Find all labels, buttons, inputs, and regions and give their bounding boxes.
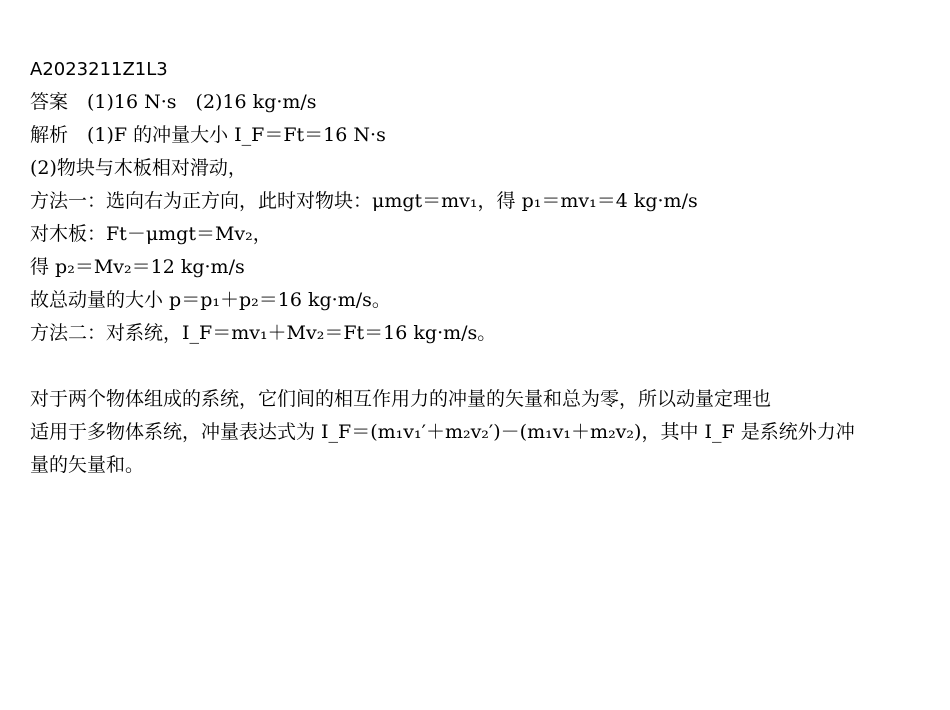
note-line-1: 对于两个物体组成的系统，它们间的相互作用力的冲量的矢量和总为零，所以动量定理也 [30, 388, 772, 410]
method-one-board-line: 对木板：Ft－μmgt＝Mv₂， [30, 223, 272, 245]
document-id: A2023211Z1L3 [30, 59, 168, 80]
note-paragraph [30, 383, 905, 482]
method-one-p2-line: 得 p₂＝Mv₂＝12 kg·m/s [30, 256, 245, 278]
method-one-total-line: 故总动量的大小 p＝p₁＋p₂＝16 kg·m/s。 [30, 289, 391, 311]
method-one-block-line: 方法一：选向右为正方向，此时对物块：μmgt＝mv₁，得 p₁＝mv₁＝4 kg·m/s [30, 190, 698, 212]
analysis-part1-line: 解析 (1)F 的冲量大小 I_F＝Ft＝16 N·s [30, 124, 386, 146]
note-line-3: 量的矢量和。 [30, 454, 145, 476]
paragraph-gap [30, 350, 905, 383]
note-line-2: 适用于多物体系统，冲量表达式为 I_F＝(m₁v₁′＋m₂v₂′)－(m₁v₁＋m₂v₂)，其中 I_F 是系统外力冲 [30, 421, 855, 443]
answer-line: 答案 (1)16 N·s (2)16 kg·m/s [30, 91, 317, 113]
method-two-line: 方法二：对系统，I_F＝mv₁＋Mv₂＝Ft＝16 kg·m/s。 [30, 322, 497, 344]
analysis-part2-intro-line: (2)物块与木板相对滑动， [30, 157, 247, 179]
document-page [30, 53, 905, 482]
